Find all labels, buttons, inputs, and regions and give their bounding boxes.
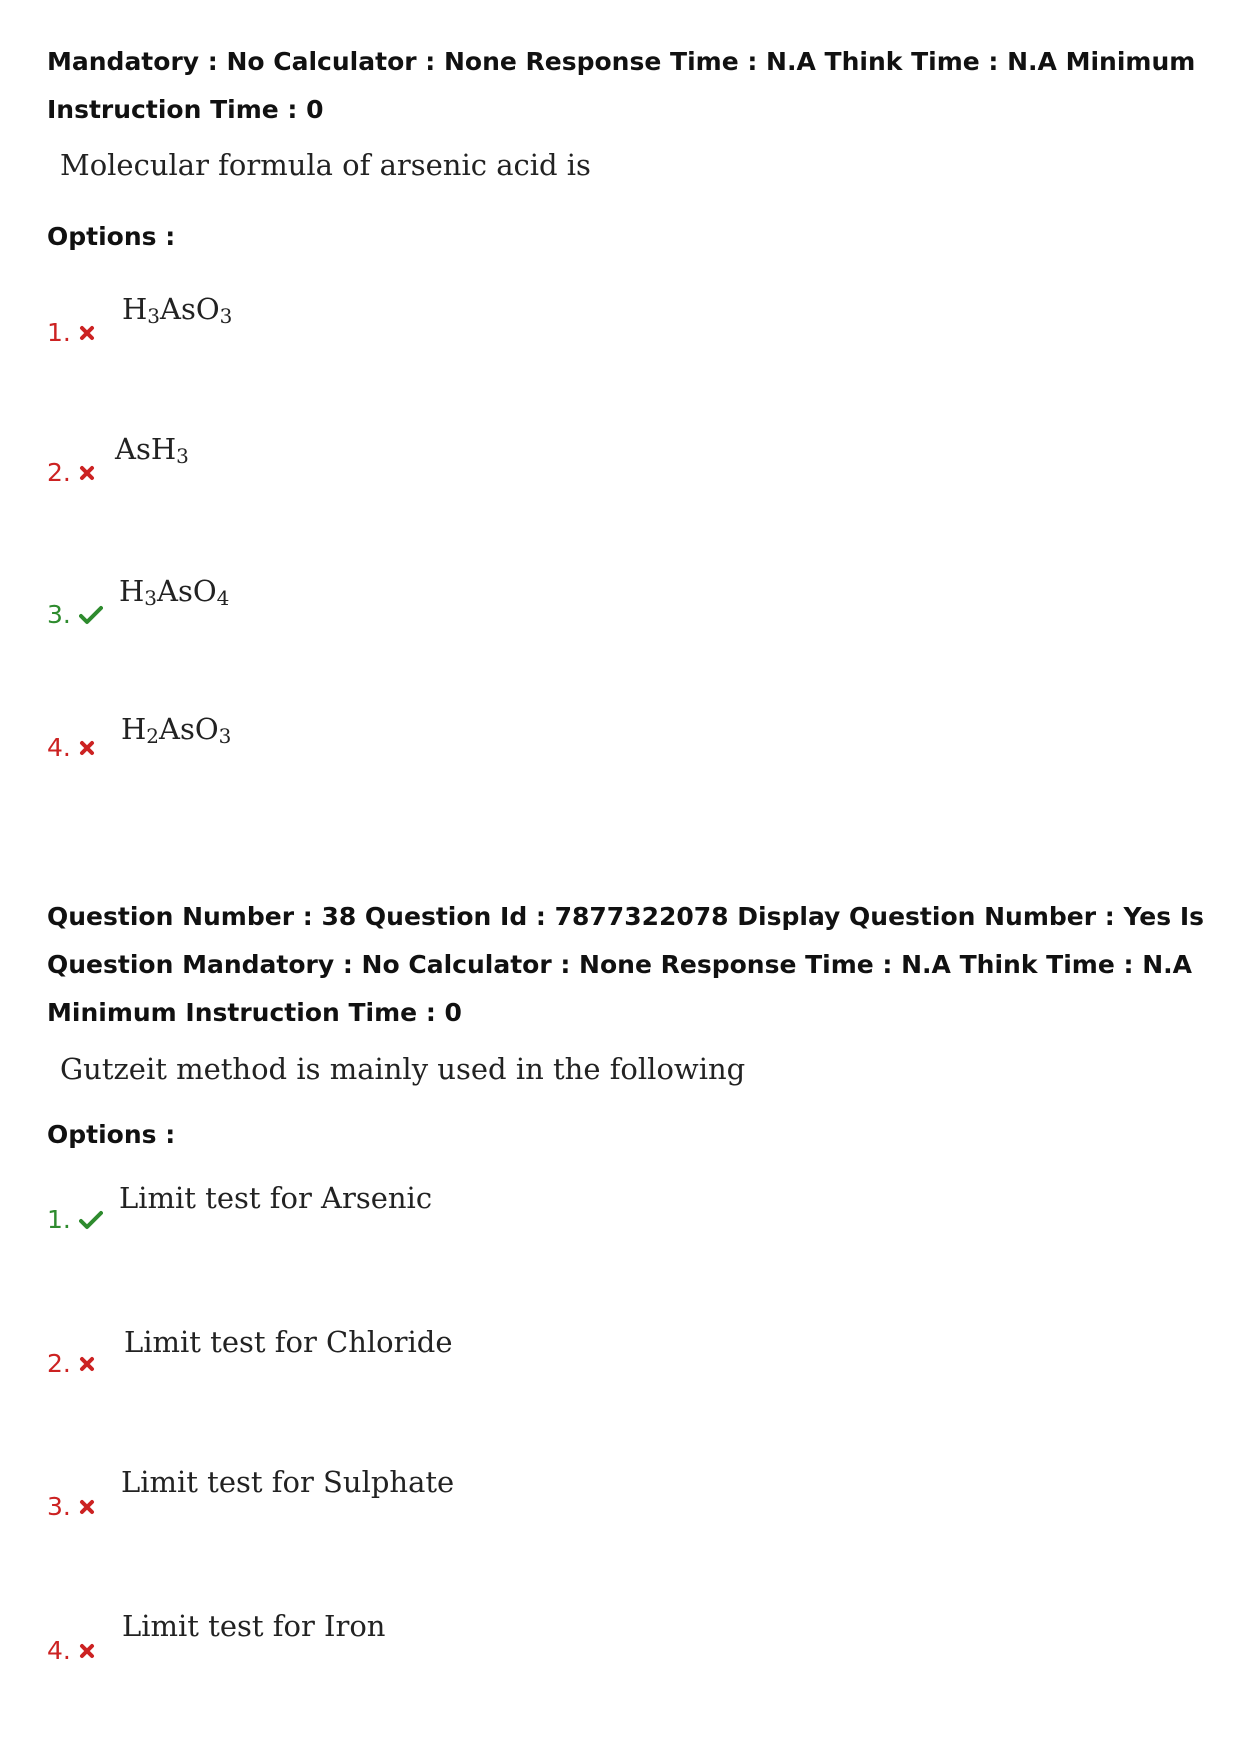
option-number-label: 3. <box>47 600 71 629</box>
option-number <box>47 733 95 762</box>
formula-part: AsO <box>159 712 219 746</box>
question-38-text: Gutzeit method is mainly used in the following <box>60 1052 746 1086</box>
question-37-meta: Mandatory : No Calculator : None Response Time : N.A Think Time : N.A Minimum Instruction Time : 0 <box>47 47 1196 124</box>
option-text: Limit test for Sulphate <box>121 1465 455 1499</box>
formula-part: H <box>121 712 147 746</box>
formula-subscript: 3 <box>147 304 161 328</box>
formula-part: AsO <box>157 574 217 608</box>
option-text: Limit test for Arsenic <box>119 1181 433 1215</box>
option-number <box>47 1492 95 1521</box>
question-37-options-label: Options : <box>47 222 176 251</box>
cross-icon <box>79 1356 95 1372</box>
option-text: Limit test for Chloride <box>124 1325 453 1359</box>
option-number <box>47 1636 95 1665</box>
cross-icon <box>79 465 95 481</box>
option-number <box>47 318 95 347</box>
option-number <box>47 600 103 629</box>
formula-part: H <box>119 574 145 608</box>
question-37-text: Molecular formula of arsenic acid is <box>60 148 591 182</box>
option-number-label: 2. <box>47 1349 71 1378</box>
option-number-label: 2. <box>47 458 71 487</box>
option-text <box>121 712 231 746</box>
option-number <box>47 1205 103 1234</box>
formula-part: AsH <box>115 432 177 466</box>
formula-subscript: 4 <box>216 586 230 610</box>
option-text <box>115 432 189 466</box>
option-number <box>47 1349 95 1378</box>
question-38-options-label: Options : <box>47 1120 176 1149</box>
option-number-label: 4. <box>47 1636 71 1665</box>
formula-subscript: 3 <box>176 444 189 468</box>
question-38-meta: Question Number : 38 Question Id : 7877322078 Display Question Number : Yes Is Question Mandatory : No Calculator : None Response Time : N.A Think Time : N.A Minimum Instruction Time : 0 <box>47 902 1205 1027</box>
formula-subscript: 3 <box>144 586 158 610</box>
cross-icon <box>79 1643 95 1659</box>
cross-icon <box>79 325 95 341</box>
formula-part: AsO <box>160 292 220 326</box>
option-number-label: 4. <box>47 733 71 762</box>
formula-subscript: 2 <box>146 724 160 748</box>
formula-subscript: 3 <box>218 724 232 748</box>
formula-part: H <box>122 292 148 326</box>
check-icon <box>79 1210 103 1230</box>
check-icon <box>79 605 103 625</box>
option-text <box>122 292 232 326</box>
option-text: Limit test for Iron <box>122 1609 386 1643</box>
option-number-label: 1. <box>47 1205 71 1234</box>
formula-subscript: 3 <box>219 304 233 328</box>
option-number-label: 3. <box>47 1492 71 1521</box>
cross-icon <box>79 1499 95 1515</box>
cross-icon <box>79 740 95 756</box>
option-number <box>47 458 95 487</box>
option-text <box>119 574 229 608</box>
option-number-label: 1. <box>47 318 71 347</box>
